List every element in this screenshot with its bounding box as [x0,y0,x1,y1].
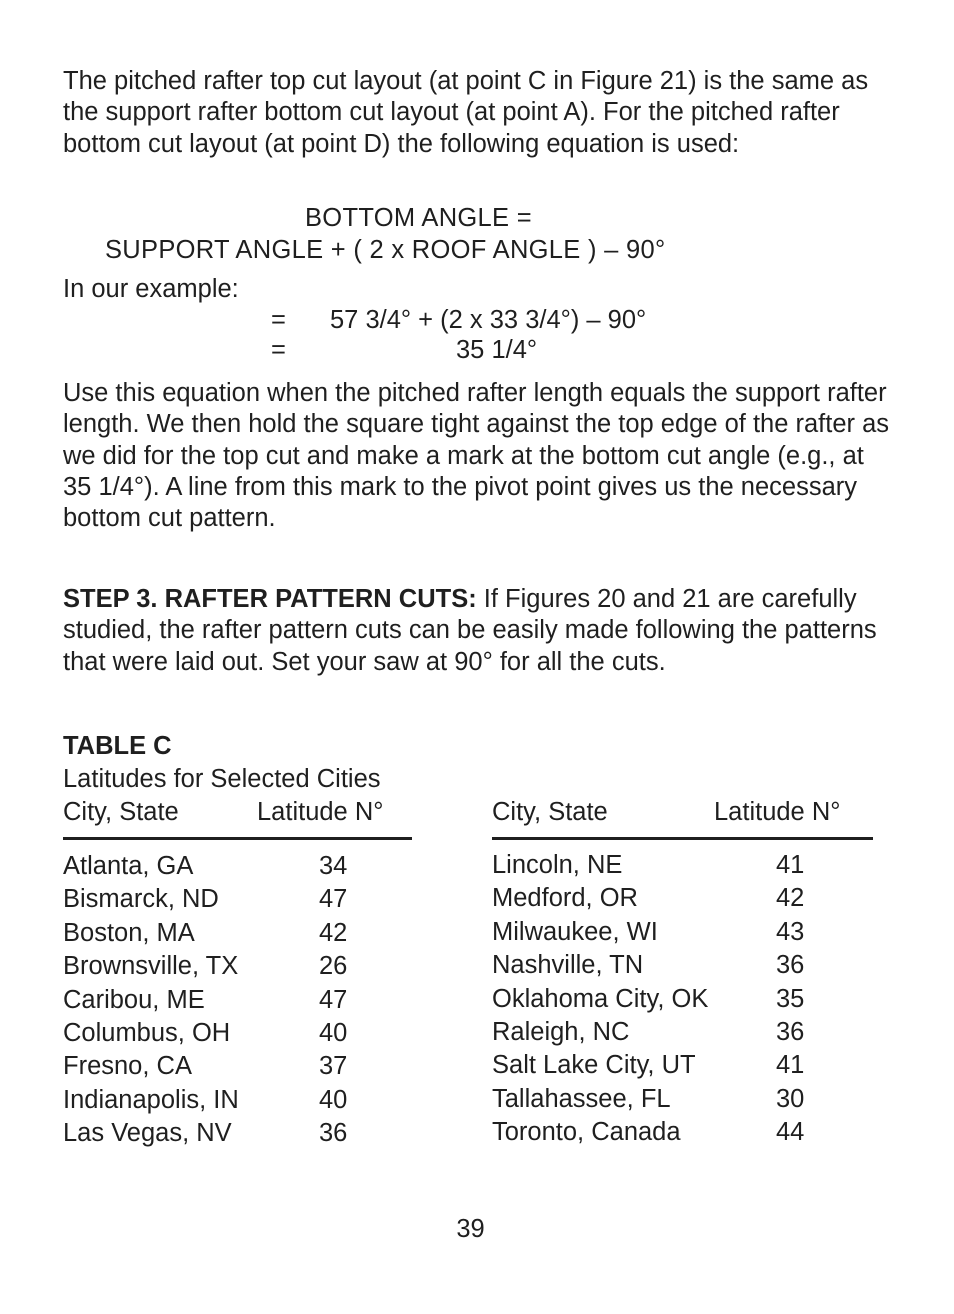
city-cell: Las Vegas, NV [63,1119,232,1148]
city-cell: Nashville, TN [492,951,644,980]
city-cell: Tallahassee, FL [492,1084,671,1113]
table-row [63,1050,412,1083]
latitude-cell: 36 [776,1017,805,1046]
usage-paragraph: Use this equation when the pitched rafter length equals the support rafter length. We then hold the square tight against the top edge of the rafter as we did for the top cut and make a mark at the bottom cut angle (e.g., at 35 1/4°). A line from this mark to the pivot point gives us the necessary bottom cut pattern. [63,379,890,533]
intro-paragraph: The pitched rafter top cut layout (at point C in Figure 21) is the same as the support rafter bottom cut layout (at point A). For the pitched rafter bottom cut layout (at point D) the following equation is used: [63,67,869,158]
latitude-cell: 40 [319,1085,348,1114]
table-row [63,984,412,1017]
latitude-cell: 47 [319,885,348,914]
table-row [492,882,873,915]
step3-heading: STEP 3. RAFTER PATTERN CUTS: [63,585,477,613]
table-row [63,950,412,983]
latitude-cell: 34 [319,852,348,880]
latitude-cell: 44 [776,1118,805,1147]
latitude-cell: 35 [776,984,805,1013]
step3-text: If Figures 20 and 21 are carefully studied, the rafter pattern cuts can be easily made following the patterns that were laid out. Set your saw at 90° for all the cuts. [63,585,877,676]
latitude-cell: 42 [776,884,805,913]
city-cell: Lincoln, NE [492,851,623,879]
example-equals-2: = [271,336,286,364]
city-cell: Columbus, OH [63,1018,231,1047]
table-row [492,1083,873,1116]
city-cell: Milwaukee, WI [492,917,658,946]
right-col-header-latitude: Latitude N° [714,798,841,826]
latitude-cell: 36 [776,951,805,980]
left-col-header-city: City, State [63,798,179,826]
latitude-cell: 37 [319,1052,348,1081]
latitude-cell: 41 [776,851,805,879]
table-row [492,1049,873,1082]
right-header-rule [492,837,873,840]
table-row [492,916,873,949]
latitude-cell: 26 [319,952,348,981]
step3-paragraph [63,584,893,678]
city-cell: Bismarck, ND [63,885,219,914]
latitude-cell: 41 [776,1051,805,1080]
example-result: 35 1/4° [456,336,538,364]
example-equals-1: = [271,306,286,334]
table-row [63,1017,412,1050]
example-label: In our example: [63,275,239,303]
example-expression: 57 3/4° + (2 x 33 3/4°) – 90° [330,306,647,334]
table-row [63,850,412,883]
table-subtitle: Latitudes for Selected Cities [63,765,381,793]
equation-line-2: SUPPORT ANGLE + ( 2 x ROOF ANGLE ) – 90° [105,236,666,264]
city-cell: Salt Lake City, UT [492,1051,696,1080]
city-cell: Indianapolis, IN [63,1085,239,1114]
city-cell: Fresno, CA [63,1052,192,1081]
latitude-cell: 30 [776,1084,805,1113]
city-cell: Caribou, ME [63,985,205,1014]
city-cell: Raleigh, NC [492,1017,630,1046]
latitude-cell: 47 [319,985,348,1014]
city-cell: Medford, OR [492,884,638,913]
table-row [63,917,412,950]
right-col-header-city: City, State [492,798,608,826]
table-row [492,1116,873,1149]
latitude-cell: 40 [319,1018,348,1047]
right-latitude-table [492,849,873,1150]
table-row [492,983,873,1016]
left-latitude-table [63,850,412,1151]
city-cell: Atlanta, GA [63,852,194,880]
city-cell: Toronto, Canada [492,1118,681,1147]
latitude-cell: 43 [776,917,805,946]
equation-line-1: BOTTOM ANGLE = [305,204,532,232]
table-row [63,1084,412,1117]
latitude-cell: 42 [319,918,348,947]
table-row [63,1117,412,1150]
table-row [492,849,873,882]
latitude-cell: 36 [319,1119,348,1148]
left-col-header-latitude: Latitude N° [257,798,384,826]
page-number: 39 [456,1215,485,1243]
table-row [492,949,873,982]
left-header-rule [63,837,412,840]
table-row [63,883,412,916]
table-row [492,1016,873,1049]
table-title: TABLE C [63,732,172,760]
city-cell: Brownsville, TX [63,952,239,981]
city-cell: Boston, MA [63,918,195,947]
city-cell: Oklahoma City, OK [492,984,709,1013]
